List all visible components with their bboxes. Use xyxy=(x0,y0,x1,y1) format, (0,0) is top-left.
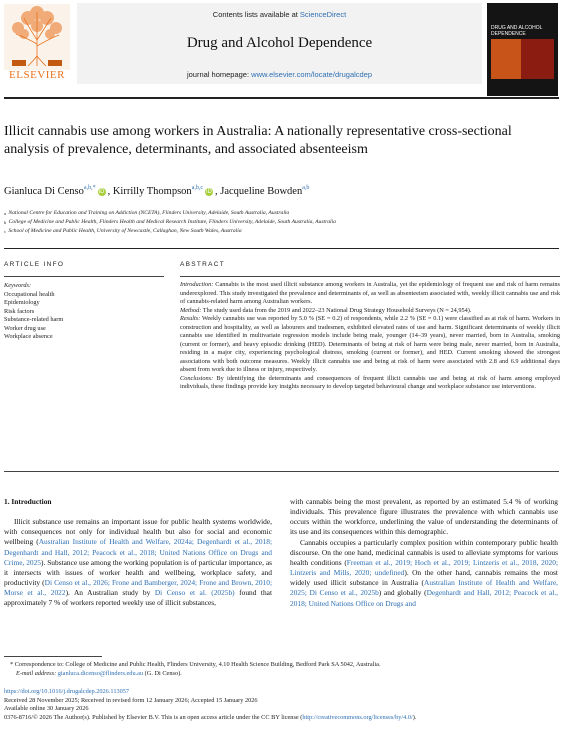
journal-title: Drug and Alcohol Dependence xyxy=(186,35,373,51)
title-divider xyxy=(4,248,559,249)
body-column-left xyxy=(4,497,272,609)
article-title: Illicit cannabis use among workers in Australia: A nationally representative cross-sectional analysis of prevalence, determinants, and associated absenteeism xyxy=(4,124,512,157)
abstract-body xyxy=(180,281,560,392)
body-paragraph: with cannabis being the most prevalent, as reported by an estimated 5.4 % of working individuals. This prevalence figure illustrates the prevalence with which cannabis use occurs within the workforce, underlining the value of understanding the determinants of its use and its consequences within this demographic. xyxy=(290,497,558,537)
affiliation-item: $^a$ National Centre for Education and Training on Addiction (NCETA), Flinders University, Adelaide, South Australia, Australia xyxy=(4,210,290,216)
online-date: Available online 30 January 2026 xyxy=(4,705,89,713)
body-column-right xyxy=(290,497,558,609)
author-list: Gianluca Di Censo$^{a,b,*}$iD , Kirrilly Thompson$^{a,b,c}$iD , Jacqueline Bowden$^{a,b}$ xyxy=(4,185,310,197)
publisher-name: ELSEVIER xyxy=(9,69,65,81)
abstract-heading: ABSTRACT xyxy=(180,261,226,268)
cover-title: DRUG AND ALCOHOL DEPENDENCE xyxy=(491,25,543,37)
orcid-icon[interactable]: iD xyxy=(206,188,212,195)
doi-link[interactable]: https://doi.org/10.1016/j.drugalcdep.2026.113057 xyxy=(4,688,130,695)
author-name[interactable]: Gianluca Di Censo xyxy=(4,186,84,197)
citation-link[interactable]: Australian Institute of Health and Welfare, 2024a; Degenhardt et al., 2018; Degenhardt and Hall, 2012; Peacock et al., 2018; United Nations Office on Drugs and Crime, 2025 xyxy=(4,537,273,567)
citation-link[interactable]: Di Censo et al., 2026; Frone and Bamberger, 2024; Frone and Brown, 2010; Morse et al., 2022 xyxy=(4,578,272,598)
homepage-link[interactable]: www.elsevier.com/locate/drugalcdep xyxy=(251,70,373,79)
journal-cover-thumbnail[interactable] xyxy=(487,3,558,96)
license-link[interactable]: http://creativecommons.org/licenses/by/4.0/ xyxy=(302,714,413,722)
email-link[interactable]: gianluca.dicenso@flinders.edu.au xyxy=(57,670,144,677)
correspondence-note: * Correspondence to: College of Medicine and Public Health, Flinders University, 4.10 Health Science Building, Bedford Park SA 5042, Australia. xyxy=(10,661,381,668)
abstract-introduction: Introduction: Cannabis is the most used illicit substance among workers in Australia, yet the epidemiology of frequent use and risk of harm remains underexplored. This study investigated the prevalence and determinants of, as well as absenteeism associated with, weekly illicit cannabis use and risk of cannabis-related harm among Australian workers. xyxy=(180,281,560,305)
publication-metadata xyxy=(4,688,559,723)
author-affiliation-marker[interactable]: a,b,* xyxy=(83,185,96,191)
keyword-item[interactable]: Epidemiology xyxy=(4,299,40,306)
affiliation-item: $^b$ College of Medicine and Public Health, Flinders Health and Medical Research Institute, Flinders University, Adelaide, South Australia, Australia xyxy=(4,219,336,225)
article-info-divider xyxy=(4,276,164,277)
affiliation-item: $^c$ School of Medicine and Public Health, University of Newcastle, Callaghan, New South Wales, Australia xyxy=(4,228,242,234)
author-name[interactable]: Jacqueline Bowden xyxy=(220,186,303,197)
abstract-divider xyxy=(180,276,560,277)
author-affiliation-marker[interactable]: a,b,c xyxy=(191,185,204,191)
citation-link[interactable]: Freeman et al., 2019; Hoch et al., 2019; Lintzeris et al., 2018, 2020; Lintzeris and Mills, 2020; undefined xyxy=(290,557,558,578)
contents-availability: Contents lists available at ScienceDirect xyxy=(212,10,347,19)
body-paragraph: Illicit substance use remains an important issue for public health systems worldwide, with consequences not only for individual health but also for social and economic wellbeing (Australian Institute of Health and Welfare, 2024a; Degenhardt et al., 2018; Degenhardt and Hall, 2012; Peacock et al., 2018; United Nations Office on Drugs and Crime, 2025). Substance use among the working population is of particular importance, as it intersects with issues of worker health and wellbeing, workplace safety, and productivity (Di Censo et al., 2026; Frone and Bamberger, 2024; Frone and Brown, 2010; Morse et al., 2022). An Australian study by Di Censo et al. (2025b) found that approximately 7 % of workers reported weekly use of illicit substances, xyxy=(4,517,273,608)
cover-artwork-accent xyxy=(491,39,521,79)
article-info-heading: ARTICLE INFO xyxy=(4,261,65,268)
copyright-line: 0376-8716/© 2026 The Author(s). Published by Elsevier B.V. This is an open access article under the CC BY license (http://creativecommons.org/licenses/by/4.0/). xyxy=(4,714,417,722)
abstract-results: Results: Weekly cannabis use was reported by 5.0 % (SE = 0.2) of respondents, while 2.2 % (SE = 0.1) were classified as at risk of harm. Workers in construction and hospitality, as well as labourers and tradesmen, exhibited elevated rates of use and harm. Significant determinants of weekly illicit cannabis use identified in multivariate regression models include being male, younger (14–39 years), never married, born in Australia, smoking (current or former), and heavy episodic drinking (HED). Determinants of being at risk of harm were being male, never married, born in Australia, residing in a major city, experiencing psychological distress, smoking (current or former), and HED. Current smoking showed the strongest associations with both outcome measures. Weekly illicit cannabis use and being at risk of harm were associated with 2.8 and 6.9 additional days absent from work due to illness or injury, respectively. xyxy=(180,315,560,373)
keyword-item[interactable]: Worker drug use xyxy=(4,324,46,332)
sciencedirect-link[interactable]: ScienceDirect xyxy=(299,10,347,19)
author-affiliation-marker[interactable]: a,b xyxy=(302,185,310,191)
abstract-method: Method: The study used data from the 2019 and 2022–23 National Drug Strategy Household Surveys (N = 24,954). xyxy=(180,306,472,314)
orcid-icon[interactable]: iD xyxy=(98,188,105,195)
author-name[interactable]: Kirrilly Thompson xyxy=(112,186,192,197)
citation-link[interactable]: Di Censo et al. (2025b) xyxy=(154,588,235,598)
keywords-label: Keywords: xyxy=(4,282,32,289)
footnote xyxy=(4,660,559,678)
affiliations xyxy=(4,209,544,236)
tree-logo-icon xyxy=(4,4,70,70)
abstract-bottom-divider xyxy=(4,471,559,472)
received-dates: Received 28 November 2025; Received in revised form 12 January 2026; Accepted 15 January 2026 xyxy=(4,696,258,704)
email-line: E-mail address: gianluca.dicenso@flinders.edu.au (G. Di Censo). xyxy=(16,670,182,677)
keyword-item[interactable]: Substance-related harm xyxy=(4,316,64,323)
body-paragraph: Cannabis occupies a particularly complex position within contemporary public health discourse. On the one hand, medicinal cannabis is used to alleviate symptoms for various health conditions (Freeman et al., 2019; Hoch et al., 2019; Lintzeris et al., 2018, 2020; Lintzeris and Mills, 2020; undefined). On the other hand, cannabis remains the most widely used illicit substance in Australia (Australian Institute of Health and Welfare, 2025; Di Censo et al., 2025b) and globally (Degenhardt and Hall, 2012; Peacock et al., 2018; United Nations Office on Drugs and xyxy=(290,537,559,608)
footnote-divider xyxy=(4,656,102,657)
abstract-conclusions: Conclusions: By identifying the determinants and consequences of frequent illicit cannabis use and being at risk of harm among employed individuals, these findings provide key insights necessary to develop targeted behavioural change and workplace substance use interventions. xyxy=(180,374,560,390)
journal-homepage: journal homepage: www.elsevier.com/locate/drugalcdep xyxy=(186,70,373,79)
journal-header xyxy=(0,0,563,100)
section-heading: 1. Introduction xyxy=(4,497,52,506)
header-divider xyxy=(4,97,559,99)
keyword-item[interactable]: Workplace absence xyxy=(4,333,53,340)
keyword-item[interactable]: Risk factors xyxy=(4,307,35,315)
journal-masthead xyxy=(77,3,482,84)
citation-link[interactable]: Australian Institute of Health and Welfare, 2025; Di Censo et al., 2025b xyxy=(290,578,559,598)
citation-link[interactable]: Degenhardt and Hall, 2012; Peacock et al., 2018; United Nations Office on Drugs and xyxy=(290,588,558,608)
keyword-item[interactable]: Occupational health xyxy=(4,290,55,298)
keywords xyxy=(4,282,164,342)
